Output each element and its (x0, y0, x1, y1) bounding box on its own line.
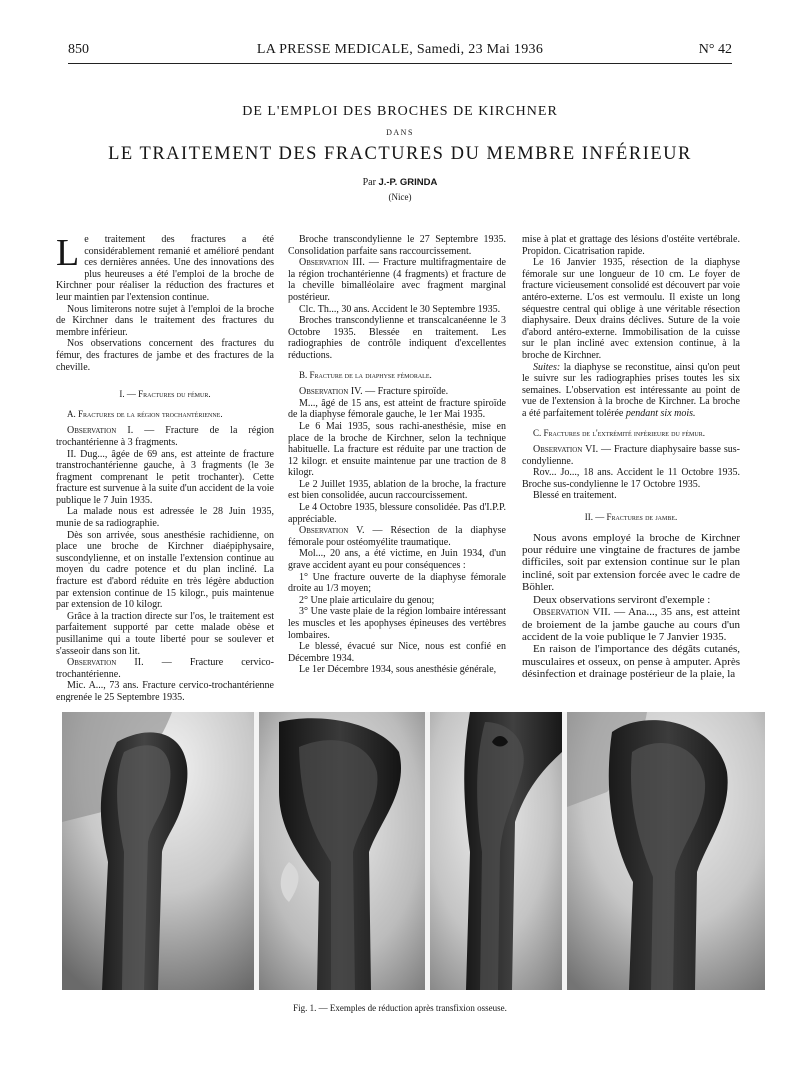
radiograph-1 (62, 712, 254, 990)
column-1 (56, 234, 274, 702)
paragraph: II. Dug..., âgée de 69 ans, est atteinte de fracture transtrochantérienne gauche, à 3 fragments (le 3e fragment comprenant le petit trochanter). Cette fracture est survenue à la suite d'un accident de la voie publique le 7 Juin 1935. (56, 448, 274, 506)
paragraph: Rov... Jo..., 18 ans. Accident le 11 Octobre 1935. Broche sus-condylienne le 17 Octobre 1935. (522, 467, 740, 490)
paragraph: Nous avons employé la broche de Kirchner pour réduire une vingtaine de fractures de jambe difficiles, soit par extension continue sur le plan incliné, soit par extension forcée avec le cadre de Böhler. (522, 531, 740, 594)
article-title-dans: DANS (386, 128, 414, 137)
observation-title: — Résection de la diaphyse fémorale pour ostéomyélite traumatique. (288, 525, 506, 548)
paragraph: Broche transcondylienne le 27 Septembre 1935. Consolidation parfaite sans raccourcissement. (288, 234, 506, 257)
suites-text: la diaphyse se reconstitue, ainsi qu'on peut le suivre sur les radiographies prises toutes les six semaines. L'observation est intéressante au point de vue de l'extension à la broche de Kirchner. La broche a été parfaitement tolérée (522, 361, 740, 419)
subsection-heading-extremite: C. Fractures de l'extrémité inférieure du fémur. (533, 427, 705, 438)
observation-heading (288, 257, 506, 303)
paragraph: Le 1er Décembre 1934, sous anesthésie générale, (299, 664, 497, 676)
byline-prefix: Par (362, 177, 379, 188)
observation-heading (288, 525, 506, 548)
observation-title: — Fracture cervico-trochantérienne. (56, 657, 274, 680)
paragraph: Clc. Th..., 30 ans. Accident le 30 Septembre 1935. (299, 303, 501, 315)
paragraph: 1° Une fracture ouverte de la diaphyse fémorale droite au 1/3 moyen; (288, 571, 506, 595)
paragraph: Blessé en traitement. (533, 490, 617, 502)
observation-title: — Fracture multifragmentaire de la région trochantérienne (4 fragments) et fracture de la cheville bimalléolaire avec fragment marginal postérieur. (288, 257, 506, 303)
observation-heading (56, 425, 274, 448)
paragraph: En raison de l'importance des dégâts cutanés, musculaires et osseux, on pense à amputer. Après désinfection et drainage postérieur de la plaie, la (522, 643, 740, 681)
observation-label: Observation IV. (299, 386, 363, 398)
paragraph: Le 4 Octobre 1935, blessure consolidée. Pas d'I.P.P. appréciable. (288, 502, 506, 525)
paragraph (522, 362, 740, 420)
paragraph: La malade nous est adressée le 28 Juin 1935, munie de sa radiographie. (56, 506, 274, 530)
observation-heading (522, 444, 740, 467)
subsection-heading-diaphyse: B. Fracture de la diaphyse fémorale. (299, 369, 432, 380)
intro-text: e traitement des fractures a été considérablement remanié et amélioré pendant ces dernières années. Une des innovations des plus heureuses a été l'emploi de la broche de Kirchner pour réaliser la réduction des fractures et leur maintien par l'extension continue. (56, 234, 274, 303)
issue-number: N° 42 (698, 42, 732, 57)
running-title: LA PRESSE MEDICALE, Samedi, 23 Mai 1936 (256, 42, 544, 57)
paragraph: 3° Une vaste plaie de la région lombaire intéressant les muscles et les apophyses épineuses des vertèbres lombaires. (288, 606, 506, 641)
paragraph: Mic. A..., 73 ans. Fracture cervico-trochantérienne engrenée le 25 Septembre 1935. (56, 680, 274, 702)
running-header (68, 30, 732, 60)
observation-title: — Fracture diaphysaire basse sus-condylienne. (522, 444, 740, 467)
observation-title: — Fracture spiroïde. (362, 386, 449, 398)
column-2 (288, 234, 506, 702)
observation-title: — Ana..., 35 ans, est atteint de broiement de la jambe gauche au cours d'un accident de la voie publique le 7 Janvier 1935. (522, 606, 740, 643)
paragraph: Le 16 Janvier 1935, résection de la diaphyse fémorale sur une longueur de 10 cm. Le foyer de fracture vicieusement consolidé est découvert par voie antéro-externe. L'os est vermoulu. Il existe un long séquestre central qui oblige à une véritable résection diaphysaire. Deux drains déclives. Suture de la voie d'abord antéro-externe. Immobilisation de la cuisse sur le plan incliné avec extension continue, à la broche de Kirchner. (522, 257, 740, 361)
article-title-main: LE TRAITEMENT DES FRACTURES DU MEMBRE INFÉRIEUR (108, 144, 692, 164)
section-heading-femur: I. — Fractures du fémur. (119, 389, 211, 400)
drop-cap: L (56, 234, 80, 274)
paragraph: 2° Une plaie articulaire du genou; (299, 594, 435, 606)
paragraph: Deux observations serviront d'exemple : (533, 593, 711, 606)
observation-title: — Fracture de la région trochantérienne à 3 fragments. (56, 425, 274, 448)
observation-heading (288, 386, 506, 398)
byline (0, 177, 800, 188)
section-heading-jambe: II. — Fractures de jambe. (584, 512, 678, 523)
paragraph: Nous limiterons notre sujet à l'emploi de la broche de Kirchner dans le traitement des fractures du membre inférieur. (56, 303, 274, 338)
observation-label: Observation II. (67, 657, 144, 669)
paragraph: mise à plat et grattage des lésions d'ostéite vertébrale. Propidon. Cicatrisation rapide. (522, 234, 740, 257)
paragraph: Le 2 Juillet 1935, ablation de la broche, la fracture est bien consolidée, aucun raccourcissement. (288, 478, 506, 502)
paragraph: M..., âgé de 15 ans, est atteint de fracture spiroïde de la diaphyse fémorale gauche, le 1er Mai 1935. (288, 397, 506, 421)
figure-caption: Fig. 1. — Exemples de réduction après transfixion osseuse. (293, 1003, 507, 1013)
observation-heading (56, 657, 274, 680)
observation-label: Observation I. (67, 425, 134, 437)
figure-radiographs (62, 712, 765, 990)
radiograph-4 (567, 712, 765, 990)
page-number: 850 (68, 42, 89, 57)
paragraph: Mol..., 20 ans, a été victime, en Juin 1934, d'un grave accident ayant eu pour conséquences : (288, 548, 506, 572)
observation-label: Observation VII. (533, 606, 611, 619)
intro-paragraph (56, 234, 274, 304)
paragraph: Broches transcondylienne et transcalcanéenne le 3 Octobre 1935. Blessée en traitement. Les radiographies de contrôle indiquent d'excellentes réductions. (288, 315, 506, 361)
subsection-heading-trochanter: A. Fractures de la région trochantérienne. (67, 408, 223, 419)
paragraph: Dès son arrivée, sous anesthésie rachidienne, on place une broche de Kirchner diaépiphysaire, suscondylienne, et on installe l'extension continue au moyen du cadre potence et du plan incliné. La fracture est d'abord réduite en très légère abduction par extension continue de 15 kilogr., puis maintenue par extension de 10 kilogr. (56, 529, 274, 611)
author-city: (Nice) (388, 192, 412, 202)
suites-label: Suites: (533, 361, 561, 373)
observation-label: Observation VI. (533, 444, 599, 456)
author-name: J.-P. GRINDA (378, 177, 438, 188)
paragraph: Le blessé, évacué sur Nice, nous est confié en Décembre 1934. (288, 641, 506, 664)
radiograph-3 (430, 712, 562, 990)
paragraph: Le 6 Mai 1935, sous rachi-anesthésie, mise en place de la broche de Kirchner, selon la technique habituelle. La fracture est réduite par une traction de 12 kilogr. et ensuite maintenue par une traction de 8 kilogr. (288, 420, 506, 479)
article-title-line1: DE L'EMPLOI DES BROCHES DE KIRCHNER (242, 104, 558, 119)
observation-heading (522, 606, 740, 643)
observation-label: Observation V. (299, 525, 365, 537)
column-3 (522, 234, 740, 702)
paragraph: Grâce à la traction directe sur l'os, le traitement est parfaitement supporté par cette malade obèse et pusillanime qui a toute liberté pour se soulever et s'asseoir dans son lit. (56, 610, 274, 657)
radiograph-2 (259, 712, 425, 990)
suites-italic: pendant six mois. (625, 407, 696, 419)
paragraph: Nos observations concernent des fractures du fémur, des fractures de jambe et des fractures de la cheville. (56, 338, 274, 373)
observation-label: Observation III. (299, 257, 365, 269)
header-rule (68, 63, 732, 64)
